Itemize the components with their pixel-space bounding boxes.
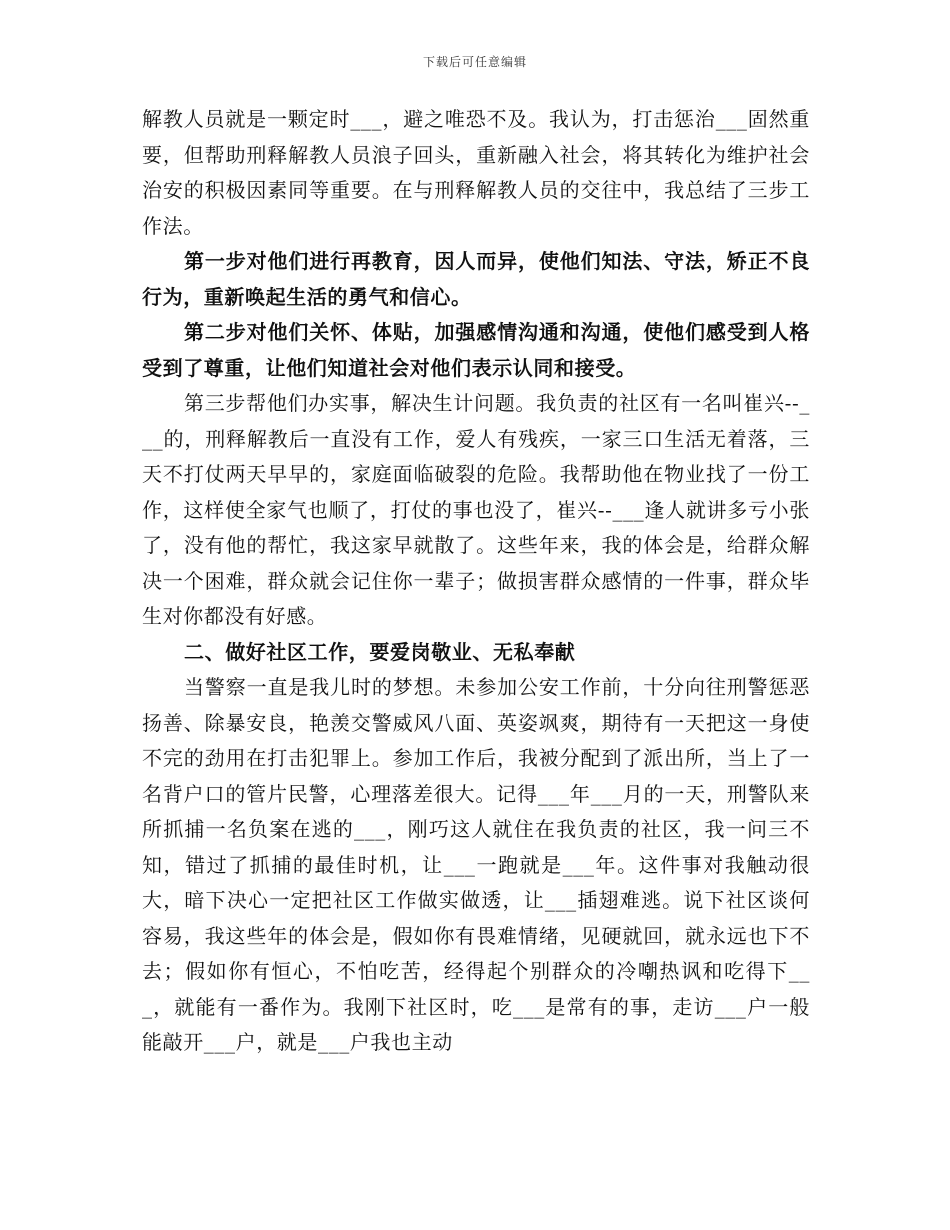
paragraph-intro: 解教人员就是一颗定时___，避之唯恐不及。我认为，打击惩治___固然重要，但帮助刑释解教人员浪子回头，重新融入社会，将其转化为维护社会治安的积极因素同等重要。在与刑释解教人员的交往中，我总结了三步工作法。 [142, 107, 810, 238]
section-heading: 二、做好社区工作，要爱岗敬业、无私奉献 [184, 639, 576, 664]
paragraph-step-two: 第二步对他们关怀、体贴，加强感情沟通和沟通，使他们感受到人格受到了尊重，让他们知道社会对他们表示认同和接受。 [142, 320, 810, 380]
page-header: 下载后可任意编辑 [422, 55, 527, 69]
paragraph-step-one: 第一步对他们进行再教育，因人而异，使他们知法、守法，矫正不良行为，重新唤起生活的勇气和信心。 [142, 249, 810, 309]
paragraph-step-three: 第三步帮他们办实事，解决生计问题。我负责的社区有一名叫崔兴--___的，刑释解教后一直没有工作，爱人有残疾，一家三口生活无着落，三天不打仗两天早早的，家庭面临破裂的危险。我帮助他在物业找了一份工作，这样使全家气也顺了，打仗的事也没了，崔兴--___逢人就讲多亏小张了，没有他的帮忙，我这家早就散了。这些年来，我的体会是，给群众解决一个困难，群众就会记住你一辈子；做损害群众感情的一件事，群众毕生对你都没有好感。 [142, 391, 810, 628]
document-body [142, 102, 810, 1061]
paragraph-police-dream: 当警察一直是我儿时的梦想。未参加公安工作前，十分向往刑警惩恶扬善、除暴安良，艳羡交警威风八面、英姿飒爽，期待有一天把这一身使不完的劲用在打击犯罪上。参加工作后，我被分配到了派出所，当上了一名背户口的管片民警，心理落差很大。记得___年___月的一天，刑警队来所抓捕一名负案在逃的___，刚巧这人就住在我负责的社区，我一问三不知，错过了抓捕的最佳时机，让___一跑就是___年。这件事对我触动很大，暗下决心一定把社区工作做实做透，让___插翅难逃。说下社区谈何容易，我这些年的体会是，假如你有畏难情绪，见硬就回，就永远也下不去；假如你有恒心，不怕吃苦，经得起个别群众的冷嘲热讽和吃得下___，就能有一番作为。我刚下社区时，吃___是常有的事，走访___户一般能敲开___户，就是___户我也主动 [142, 675, 810, 1054]
